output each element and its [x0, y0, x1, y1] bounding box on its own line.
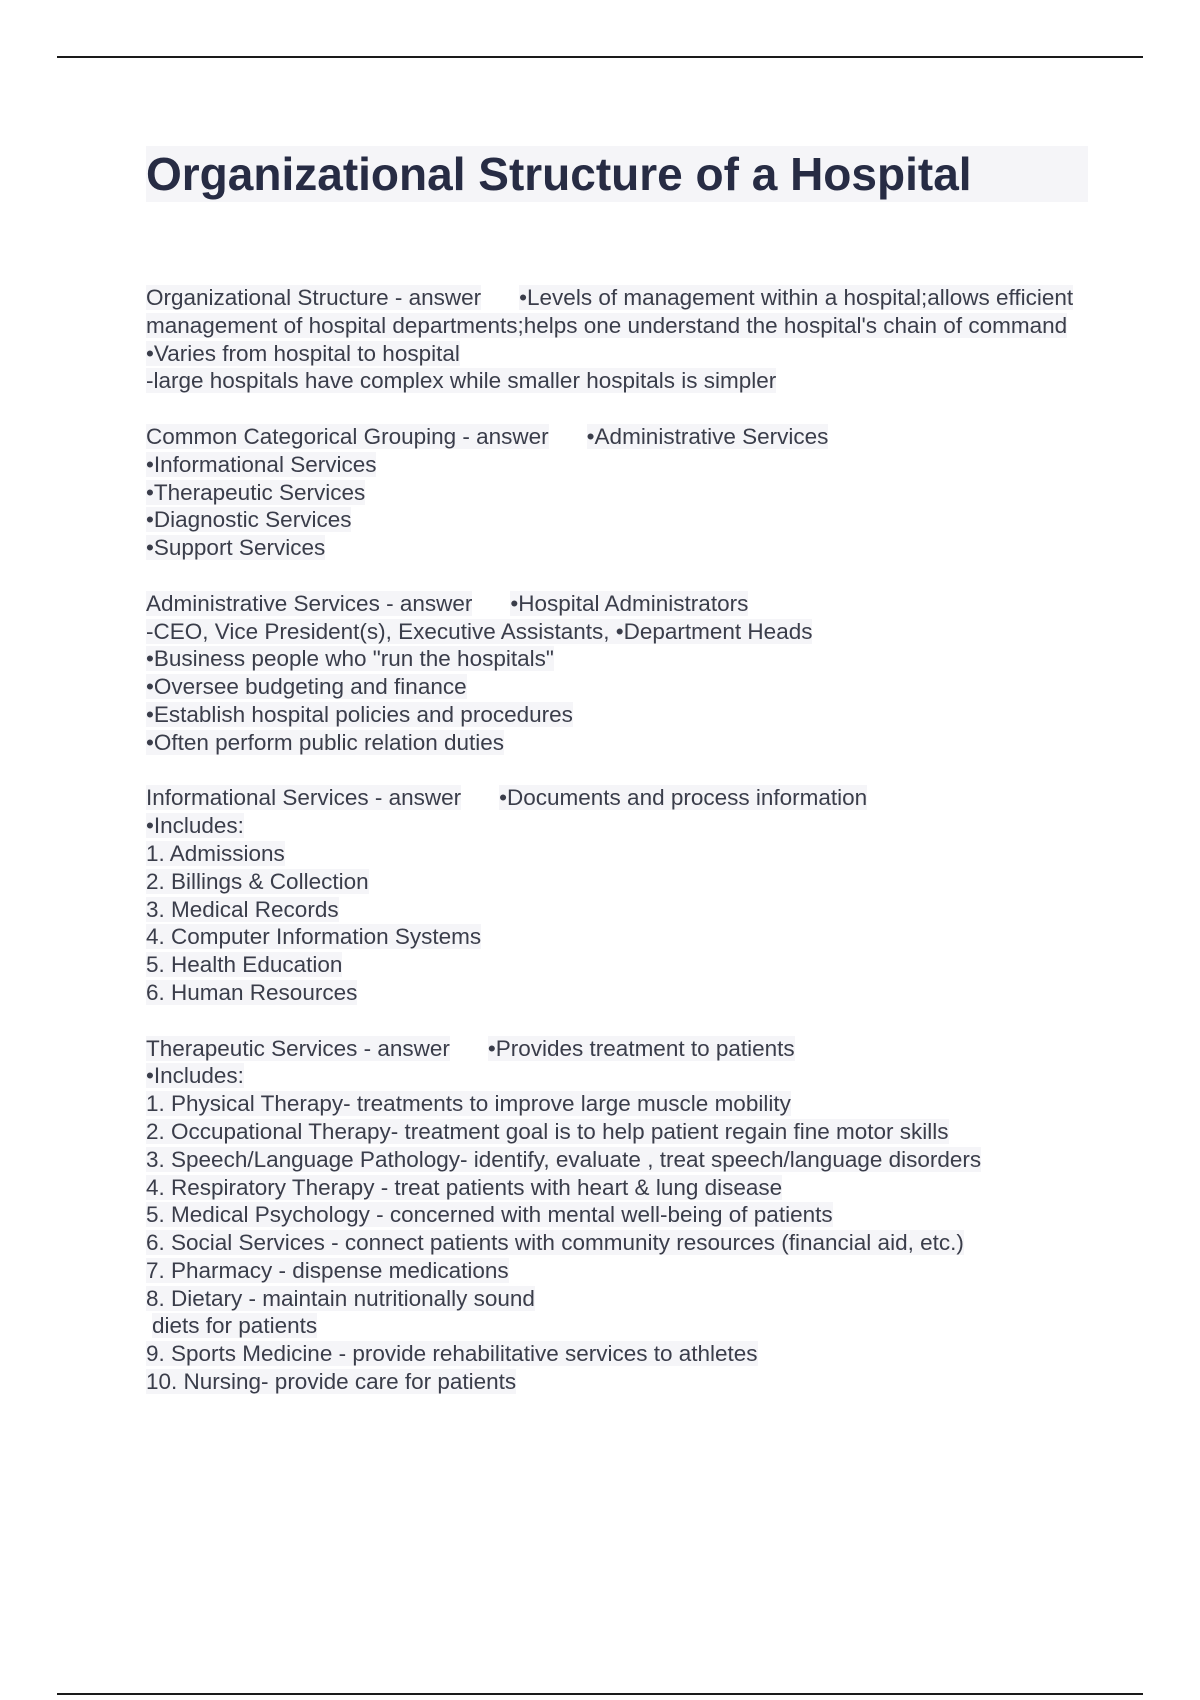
card-line: 4. Respiratory Therapy - treat patients with heart & lung disease: [146, 1174, 783, 1200]
card-line: 3. Speech/Language Pathology- identify, evaluate , treat speech/language disorders: [146, 1146, 982, 1172]
card-lead: •Documents and process information: [499, 785, 868, 811]
card-line: •Business people who "run the hospitals": [146, 646, 554, 672]
card-term: Common Categorical Grouping - answer: [146, 423, 549, 449]
card-line: 2. Occupational Therapy- treatment goal is to help patient regain fine motor skills: [146, 1118, 949, 1144]
card-term: Therapeutic Services - answer: [146, 1035, 450, 1061]
page-title: Organizational Structure of a Hospital: [146, 146, 1088, 202]
card-line: 6. Human Resources: [146, 979, 358, 1005]
card-line: •Therapeutic Services: [146, 479, 366, 505]
card-line: 5. Health Education: [146, 952, 343, 978]
card-line: •Diagnostic Services: [146, 507, 352, 533]
card-line: 4. Computer Information Systems: [146, 924, 482, 950]
document-body: [146, 284, 1096, 1424]
card-line: •Informational Services: [146, 451, 377, 477]
card-common-categorical-grouping: [146, 423, 1096, 562]
card-administrative-services: [146, 590, 1096, 757]
card-line: •Includes:: [146, 813, 244, 839]
card-lead: •Provides treatment to patients: [487, 1035, 795, 1061]
card-line: 2. Billings & Collection: [146, 868, 369, 894]
card-informational-services: [146, 784, 1096, 1006]
card-line: 3. Medical Records: [146, 896, 339, 922]
card-line: 9. Sports Medicine - provide rehabilitative services to athletes: [146, 1341, 758, 1367]
card-lead: •Hospital Administrators: [510, 590, 749, 616]
card-line: 6. Social Services - connect patients with community resources (financial aid, etc.): [146, 1230, 964, 1256]
card-line: •Oversee budgeting and finance: [146, 674, 467, 700]
card-term: Organizational Structure - answer: [146, 285, 482, 310]
card-line: 1. Admissions: [146, 840, 285, 866]
card-organizational-structure: [146, 284, 1096, 395]
card-line: 10. Nursing- provide care for patients: [146, 1369, 517, 1395]
card-therapeutic-services: [146, 1035, 1096, 1396]
card-lead: •Administrative Services: [586, 423, 829, 449]
card-line: •Varies from hospital to hospital: [146, 340, 460, 366]
card-line: 5. Medical Psychology - concerned with mental well-being of patients: [146, 1202, 833, 1228]
top-rule: [57, 56, 1143, 58]
card-line: •Establish hospital policies and procedures: [146, 701, 573, 727]
card-lead: •Levels of management within a hospital;allows efficient management of hospital departments;helps one understand the hospital's chain of command: [146, 285, 1074, 338]
card-term: Administrative Services - answer: [146, 590, 473, 616]
card-term: Informational Services - answer: [146, 785, 462, 811]
card-line: -CEO, Vice President(s), Executive Assistants, •Department Heads: [146, 618, 813, 644]
card-line: 7. Pharmacy - dispense medications: [146, 1257, 509, 1283]
card-line: •Support Services: [146, 535, 326, 561]
card-line: •Includes:: [146, 1063, 244, 1089]
card-line: 1. Physical Therapy- treatments to improve large muscle mobility: [146, 1091, 791, 1117]
card-line: 8. Dietary - maintain nutritionally sound: [146, 1285, 535, 1311]
card-line: diets for patients: [152, 1313, 318, 1339]
card-line: -large hospitals have complex while smaller hospitals is simpler: [146, 368, 777, 394]
bottom-rule: [57, 1693, 1143, 1695]
card-line: •Often perform public relation duties: [146, 729, 505, 755]
